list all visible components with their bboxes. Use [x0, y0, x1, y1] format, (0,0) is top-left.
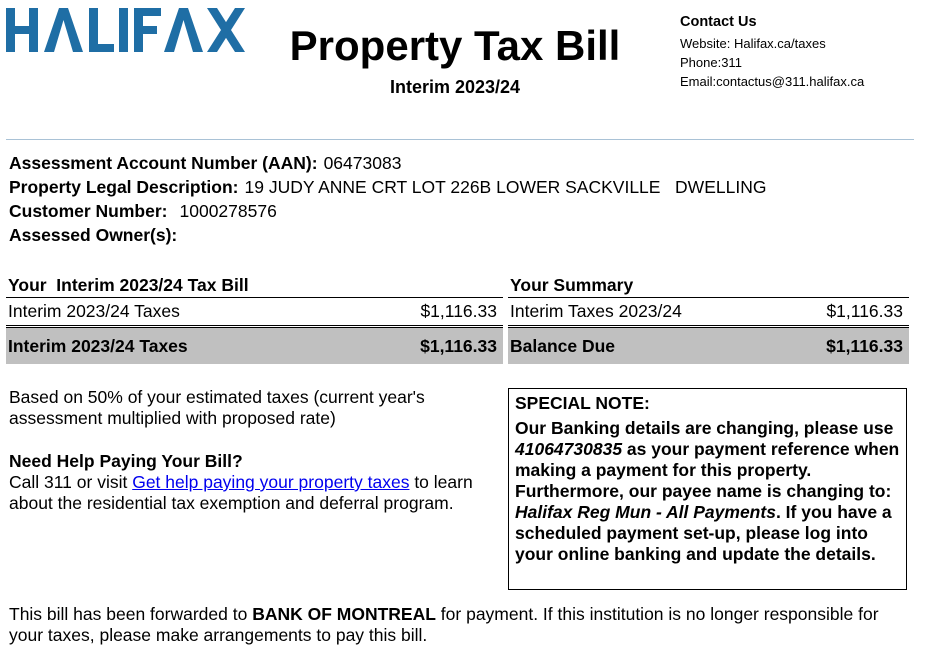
special-note-heading: SPECIAL NOTE:	[515, 393, 650, 413]
contact-heading: Contact Us	[680, 14, 757, 30]
summary-total-row	[508, 327, 909, 364]
tax-bill-row-amount: $1,116.33	[420, 301, 497, 321]
tax-bill-row	[6, 297, 503, 326]
summary-heading: Your Summary	[510, 275, 634, 295]
summary-row-amount: $1,116.33	[826, 301, 903, 321]
customer-number-value: 1000278576	[179, 201, 277, 221]
special-note-text-2: as your payment reference when making a payment for this property. Furthermore, our payee name is changing to:	[515, 439, 900, 501]
bill-notes	[9, 387, 504, 514]
estimate-basis-note: Based on 50% of your estimated taxes (current year's assessment multiplied with proposed rate)	[9, 387, 425, 428]
payee-name: Halifax Reg Mun - All Payments	[515, 502, 776, 522]
contact-phone: Phone:311	[680, 55, 742, 70]
balance-due-amount: $1,116.33	[826, 336, 903, 356]
summary-row-label: Interim Taxes 2023/24	[510, 301, 682, 321]
contact-email[interactable]: Email:contactus@311.halifax.ca	[680, 74, 865, 89]
contact-website[interactable]: Website: Halifax.ca/taxes	[680, 36, 826, 51]
contact-block	[680, 13, 864, 91]
summary-row	[508, 297, 909, 326]
special-note-text-1: Our Banking details are changing, please use	[515, 418, 894, 438]
tax-bill-total-row	[6, 327, 503, 364]
header-divider	[6, 139, 914, 140]
help-heading: Need Help Paying Your Bill?	[9, 451, 243, 471]
help-text-post: to learn about the residential tax exemption and deferral program.	[9, 472, 473, 513]
aan-label: Assessment Account Number (AAN):	[9, 153, 318, 173]
special-note-box	[508, 388, 907, 590]
help-link[interactable]: Get help paying your property taxes	[132, 472, 410, 492]
assessed-owner-label: Assessed Owner(s):	[9, 225, 178, 245]
footer-text-pre: This bill has been forwarded to	[9, 604, 253, 624]
halifax-logo	[6, 6, 246, 56]
balance-due-label: Balance Due	[510, 336, 616, 356]
tax-bill-table	[6, 273, 503, 364]
footer-note	[9, 604, 914, 646]
special-note-text-3: . If you have a scheduled payment set-up, please log into your online banking and update the details.	[515, 502, 892, 564]
tax-bill-total-amount: $1,116.33	[420, 336, 497, 356]
aan-value: 06473083	[323, 153, 402, 173]
bank-name: BANK OF MONTREAL	[252, 604, 436, 624]
help-text	[9, 472, 504, 514]
summary-table	[508, 273, 909, 364]
help-text-pre: Call 311 or visit	[9, 472, 133, 492]
special-note-text	[515, 418, 900, 565]
footer-text-post: for payment. If this institution is no longer responsible for your taxes, please make arrangements to pay this bill.	[9, 604, 879, 645]
legal-description-value: 19 JUDY ANNE CRT LOT 226B LOWER SACKVILLE DWELLING	[244, 177, 767, 197]
customer-number-label: Customer Number:	[9, 201, 168, 221]
page-title: Property Tax Bill	[289, 22, 621, 69]
tax-bill-total-label: Interim 2023/24 Taxes	[8, 336, 188, 356]
legal-description-label: Property Legal Description:	[9, 177, 239, 197]
page-subtitle: Interim 2023/24	[389, 77, 521, 97]
payment-reference: 41064730835	[515, 439, 623, 459]
account-info	[9, 151, 766, 247]
tax-bill-heading: Your Interim 2023/24 Tax Bill	[8, 275, 249, 295]
tax-bill-row-label: Interim 2023/24 Taxes	[8, 301, 180, 321]
